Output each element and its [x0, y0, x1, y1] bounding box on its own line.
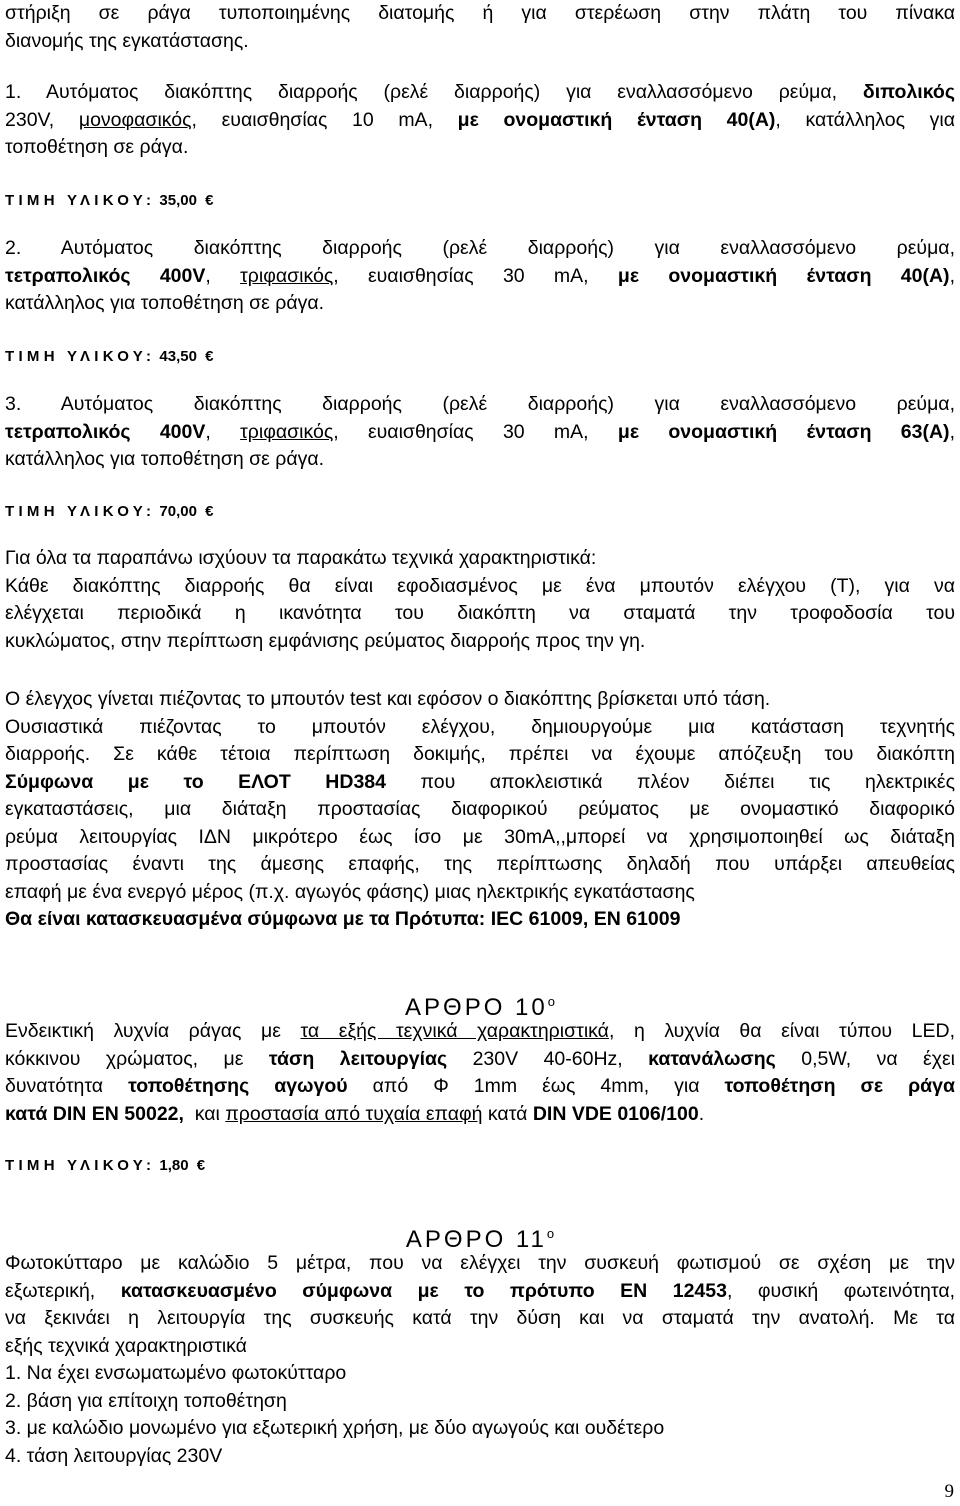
list-item: 1. Να έχει ενσωματωμένο φωτοκύτταρο	[5, 1362, 347, 1384]
article-11-line: Φωτοκύτταρο με καλώδιο 5 μέτρα, που να ελέγχει την συσκευή φωτισμού σε σχέση με την	[5, 1252, 955, 1274]
a10-bold-text: κατά DIN EN 50022,	[5, 1102, 184, 1125]
item-bold-text: τετραπολικός 400V	[5, 264, 206, 287]
euro-icon: €	[205, 348, 214, 365]
tech-line: ελέγχεται περιοδικά η ικανότητα του διακόπτη να σταματά την τροφοδοσία του	[5, 602, 955, 624]
intro-paragraph	[5, 0, 955, 55]
a10-text: δυνατότητα	[5, 1075, 129, 1097]
price-line	[5, 187, 213, 215]
euro-icon: €	[196, 1157, 206, 1174]
a10-bold-text: τοποθέτησης αγωγού	[128, 1075, 348, 1097]
price-label: ΤΙΜΗ ΥΛΙΚΟΥ:	[5, 348, 156, 365]
article-11-line: να ξεκινάει η λειτουργία της συσκευής κατά την δύση και να σταματά την ανατολή. Με τα	[5, 1307, 955, 1329]
euro-icon: €	[205, 192, 214, 209]
intro-line: στήριξη σε ράγα τυποποιημένης διατομής ή για στερέωση στην πλάτη του πίνακα	[5, 2, 955, 24]
a10-text: κατά	[482, 1102, 533, 1125]
item-1-line	[5, 107, 955, 135]
tech-text: που αποκλειστικά πλέον διέπει τις ηλεκτρικές	[386, 770, 955, 793]
list-item: 2. βάση για επίτοιχη τοποθέτηση	[5, 1389, 287, 1412]
tech-line: Ο έλεγχος γίνεται πιέζοντας το μπουτόν test και εφόσον ο διακόπτης βρίσκεται υπό τάση.	[5, 688, 771, 710]
tech-bold-text: Σύμφωνα με το ΕΛΟΤ HD384	[5, 770, 386, 793]
item-3-line	[5, 419, 955, 447]
tech-intro: Για όλα τα παραπάνω ισχύουν τα παρακάτω τεχνικά χαρακτηριστικά:	[5, 547, 597, 569]
article-10-line	[5, 1018, 955, 1046]
item-3-line: κατάλληλος για τοποθέτηση σε ράγα.	[5, 448, 325, 470]
a11-text: , φυσική φωτεινότητα,	[726, 1279, 956, 1302]
item-text: ,	[949, 420, 955, 443]
item-2-line: κατάλληλος για τοποθέτηση σε ράγα.	[5, 292, 325, 314]
item-bold-text: με ονομαστική ένταση 63(Α)	[617, 420, 950, 443]
article-heading-text: ΑΡΘΡΟ 10	[405, 994, 548, 1021]
a10-text: , η λυχνία θα είναι τύπου LED,	[608, 1020, 955, 1042]
article-10-heading	[0, 988, 960, 1022]
item-bold-text: με ονομαστική ένταση 40(Α)	[617, 264, 950, 287]
item-2	[5, 235, 955, 318]
item-bold-text: τετραπολικός 400V	[5, 420, 206, 443]
tech-line: Ουσιαστικά πιέζοντας το μπουτόν ελέγχου, δημιουργούμε μια κατάσταση τεχνητής	[5, 715, 955, 738]
price-line	[5, 343, 213, 371]
a10-bold-text: DIN VDE 0106/100	[532, 1102, 699, 1125]
tech-line: ρεύμα λειτουργίας IΔN μικρότερο έως ίσο με 30mA,,μπορεί να χρησιμοποιηθεί ως διάταξη	[5, 825, 955, 848]
article-heading-sup: ο	[546, 1226, 555, 1241]
article-11-heading	[0, 1220, 960, 1254]
item-underlined-text: τριφασικός	[240, 420, 334, 443]
tech-line	[5, 769, 955, 797]
item-underlined-text: μονοφασικός	[78, 108, 192, 131]
price-value: 1,80	[159, 1157, 189, 1174]
item-text: , ευαισθησίας 30 mA,	[333, 264, 618, 287]
a11-bold-text: κατασκευασμένο σύμφωνα με το πρότυπο ΕΝ 12453	[120, 1279, 727, 1302]
standards-bold-text: Θα είναι κατασκευασμένα σύμφωνα με τα Πρότυπα: IEC 61009, EN 61009	[5, 908, 681, 930]
item-1-line	[5, 79, 955, 107]
a10-text: .	[698, 1102, 705, 1125]
article-11-line: εξής τεχνικά χαρακτηριστικά	[5, 1334, 247, 1357]
price-value: 35,00	[159, 192, 197, 209]
tech-line: κυκλώματος, στην περίπτωση εμφάνισης ρεύματος διαρροής προς την γη.	[5, 629, 646, 652]
article-10-line	[5, 1073, 955, 1101]
item-text: , ευαισθησίας 30 mA,	[333, 420, 618, 443]
a10-bold-text: κατανάλωσης	[648, 1047, 776, 1070]
tech-line: εγκαταστάσεις, μια διάταξη προστασίας διαφορικού ρεύματος με ονομαστικό διαφορικό	[5, 798, 955, 820]
a10-bold-text: τάση λειτουργίας	[268, 1047, 448, 1070]
article-10-line	[5, 1046, 955, 1074]
tech-line: προστασίας έναντι της άμεσης επαφής, της περίπτωσης δηλαδή που υπάρξει απευθείας	[5, 853, 955, 875]
article-11-line	[5, 1278, 955, 1306]
article-10-body	[5, 1018, 955, 1128]
a10-underlined-text: τα εξής τεχνικά χαρακτηριστικά	[300, 1020, 609, 1042]
item-1	[5, 79, 955, 162]
price-label: ΤΙΜΗ ΥΛΙΚΟΥ:	[5, 1157, 156, 1174]
a10-text: και	[183, 1102, 226, 1125]
a10-text: κόκκινου χρώματος, με	[5, 1047, 269, 1070]
price-label: ΤΙΜΗ ΥΛΙΚΟΥ:	[5, 192, 156, 209]
item-2-line: 2. Αυτόματος διακόπτης διαρροής (ρελέ διαρροής) για εναλλασσόμενο ρεύμα,	[5, 237, 955, 259]
list-item: 3. με καλώδιο μονωμένο για εξωτερική χρήση, με δύο αγωγούς και ουδέτερο	[5, 1417, 665, 1439]
article-10-line	[5, 1101, 955, 1129]
list-item: 4. τάση λειτουργίας 230V	[5, 1444, 223, 1467]
item-3	[5, 391, 955, 474]
intro-line: διανομής της εγκατάστασης.	[5, 29, 249, 52]
a10-text: 0,5W, να έχει	[775, 1047, 955, 1070]
item-underlined-text: τριφασικός	[240, 264, 334, 287]
price-value: 70,00	[159, 503, 197, 520]
article-heading-sup: ο	[547, 994, 555, 1009]
a10-text: 230V 40-60Hz,	[447, 1047, 649, 1070]
item-text: 230V,	[5, 108, 79, 131]
tech-line	[5, 906, 955, 934]
article-heading-text: ΑΡΘΡΟ 11	[405, 1226, 547, 1253]
price-value: 43,50	[159, 348, 197, 365]
item-text: ,	[205, 420, 241, 443]
item-text: ,	[205, 264, 241, 287]
item-2-line	[5, 263, 955, 291]
price-label: ΤΙΜΗ ΥΛΙΚΟΥ:	[5, 503, 156, 520]
price-line	[5, 1152, 205, 1180]
a10-bold-text: τοποθέτηση σε ράγα	[724, 1075, 955, 1097]
euro-icon: €	[205, 503, 214, 520]
tech-line: Κάθε διακόπτης διαρροής θα είναι εφοδιασμένος με ένα μπουτόν ελέγχου (T), για να	[5, 574, 955, 597]
tech-line: διαρροής. Σε κάθε τέτοια περίπτωση δοκιμής, πρέπει να έχουμε απόζευξη του διακόπτη	[5, 743, 955, 765]
item-bold-text: με ονομαστική ένταση 40(Α)	[457, 108, 776, 131]
a10-underlined-text: προστασία από τυχαία επαφή	[225, 1102, 483, 1125]
item-text: 1. Αυτόματος διακόπτης διαρροής (ρελέ διαρροής) για εναλλασσόμενο ρεύμα,	[5, 81, 863, 103]
item-text: , κατάλληλος για	[775, 108, 955, 131]
tech-section	[5, 545, 955, 655]
tech-paragraph-2	[5, 686, 955, 934]
item-text: , ευαισθησίας 10 mA,	[191, 108, 458, 131]
item-text: ,	[949, 264, 955, 287]
tech-line: επαφή με ένα ενεργό μέρος (π.χ. αγωγός φάσης) μιας ηλεκτρικής εγκατάστασης	[5, 880, 695, 903]
a11-text: εξωτερική,	[5, 1279, 121, 1302]
item-1-line: τοποθέτηση σε ράγα.	[5, 136, 189, 158]
price-line	[5, 498, 213, 526]
item-3-line: 3. Αυτόματος διακόπτης διαρροής (ρελέ διαρροής) για εναλλασσόμενο ρεύμα,	[5, 393, 955, 415]
a10-text: Ενδεικτική λυχνία ράγας με	[5, 1020, 301, 1042]
a10-text: από Φ 1mm έως 4mm, για	[347, 1075, 725, 1097]
page-number: 9	[944, 1481, 954, 1502]
article-11-body	[5, 1250, 955, 1470]
item-bold-text: διπολικός	[862, 81, 955, 103]
